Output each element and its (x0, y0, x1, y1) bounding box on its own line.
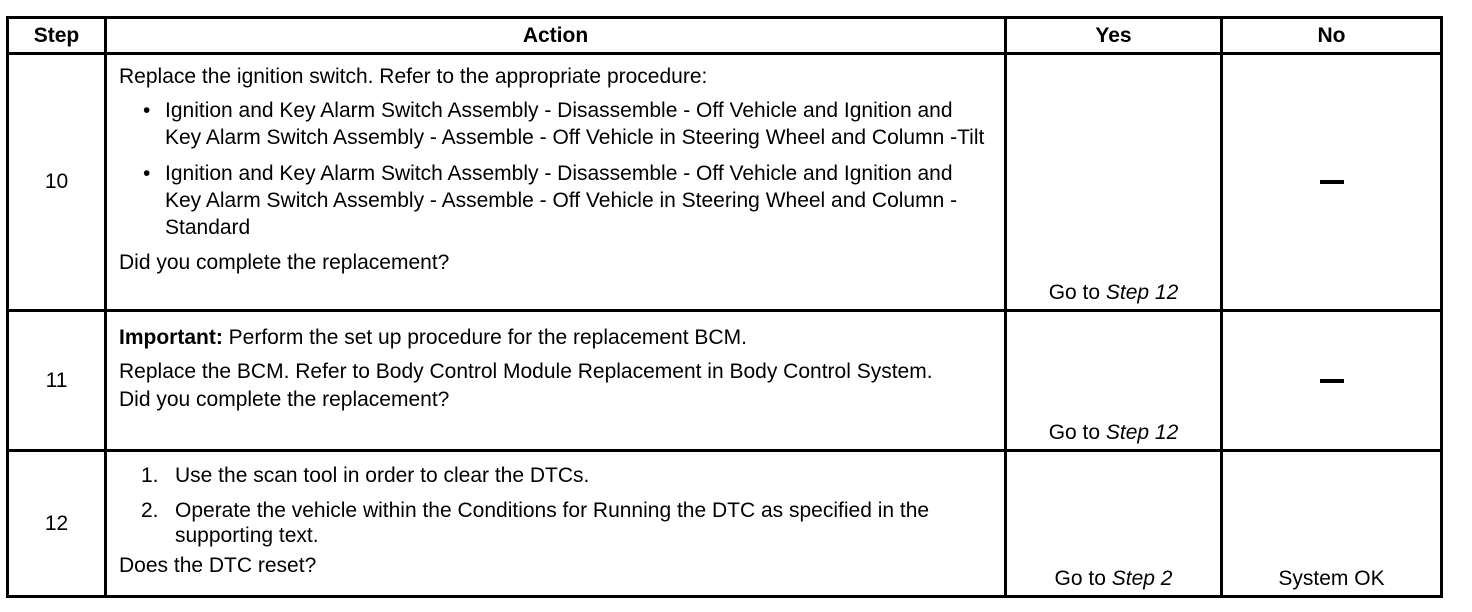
procedure-item: • Ignition and Key Alarm Switch Assembly - Disassemble - Off Vehicle and Ignition and Key Alarm Switch Assembly - Assemble - Off Vehicle in Steering Wheel and Column -Tilt (165, 97, 992, 151)
action-cell (106, 451, 1006, 597)
yes-step-link[interactable]: Step 2 (1111, 567, 1173, 590)
procedure-step (141, 462, 992, 489)
important-note (119, 324, 992, 351)
procedure-list (119, 97, 992, 241)
action-question: Did you complete the replacement? (119, 251, 450, 274)
important-label: Important: (119, 326, 223, 349)
step-text: Operate the vehicle within the Conditions for Running the DTC as specified in the supporting text. (175, 499, 930, 547)
no-cell: System OK (1222, 451, 1442, 597)
important-text: Perform the set up procedure for the replacement BCM. (222, 326, 747, 349)
step-number: 11 (8, 311, 106, 451)
yes-prefix: Go to (1054, 567, 1112, 590)
yes-prefix: Go to (1048, 281, 1106, 304)
table-row (8, 54, 1442, 311)
yes-step-link[interactable]: Step 12 (1105, 281, 1179, 304)
dash-glyph (1320, 379, 1344, 383)
table-row (8, 311, 1442, 451)
diagnostic-procedure-table (6, 16, 1443, 598)
procedure-steps (119, 462, 992, 548)
no-cell (1222, 54, 1442, 311)
procedure-step (141, 498, 992, 548)
action-intro: Replace the ignition switch. Refer to the appropriate procedure: (119, 65, 708, 88)
step-number: 10 (8, 54, 106, 311)
action-cell (106, 54, 1006, 311)
dash-glyph (1320, 180, 1344, 184)
yes-cell (1006, 451, 1222, 597)
action-text: Replace the BCM. Refer to Body Control Module Replacement in Body Control System. (119, 360, 933, 383)
yes-cell (1006, 54, 1222, 311)
action-question: Did you complete the replacement? (119, 388, 450, 411)
action-question: Does the DTC reset? (119, 554, 317, 577)
header-no: No (1222, 18, 1442, 54)
step-index: 1. (141, 464, 159, 487)
no-cell (1222, 311, 1442, 451)
step-number: 12 (8, 451, 106, 597)
header-step: Step (8, 18, 106, 54)
step-text: Use the scan tool in order to clear the DTCs. (175, 464, 590, 487)
yes-step-link[interactable]: Step 12 (1105, 421, 1179, 444)
procedure-item: • Ignition and Key Alarm Switch Assembly - Disassemble - Off Vehicle and Ignition and Key Alarm Switch Assembly - Assemble - Off Vehicle in Steering Wheel and Column - Standard (165, 160, 992, 241)
table-row (8, 451, 1442, 597)
yes-cell (1006, 311, 1222, 451)
header-action: Action (106, 18, 1006, 54)
header-yes: Yes (1006, 18, 1222, 54)
step-index: 2. (141, 499, 159, 522)
action-cell (106, 311, 1006, 451)
yes-prefix: Go to (1048, 421, 1106, 444)
table-header-row (8, 18, 1442, 54)
